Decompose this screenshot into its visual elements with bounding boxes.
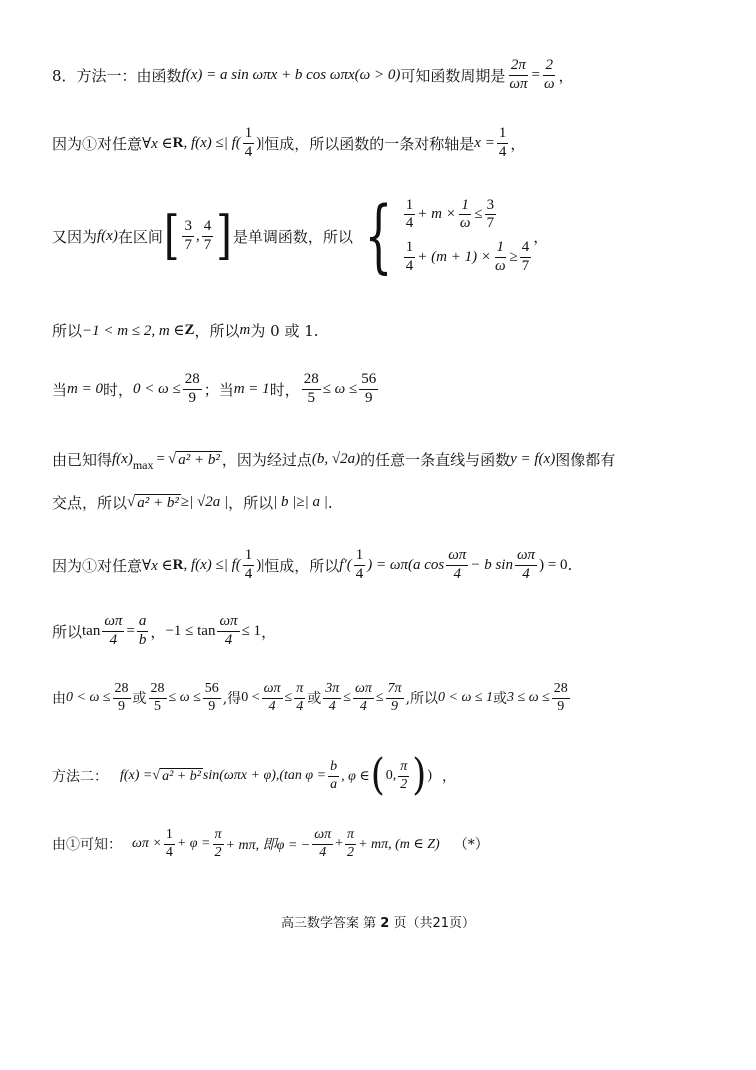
text: ,得 bbox=[222, 691, 242, 708]
fraction: $\frac{56}{9}$ bbox=[204, 681, 219, 714]
fraction: $\frac{1}{4}$ bbox=[405, 239, 414, 274]
math: sin(ωπx + φ),(tan φ = bbox=[202, 768, 327, 783]
fraction: $\frac{1}{4}$ bbox=[244, 125, 253, 160]
fraction: $\frac{1}{4}$ bbox=[165, 827, 173, 860]
math: tan bbox=[82, 622, 101, 639]
math: 0 < ω ≤ bbox=[133, 380, 181, 397]
line-12 bbox=[52, 828, 489, 860]
text: 因为①对任意 bbox=[52, 556, 143, 575]
math: + mπ, 即φ = − bbox=[225, 838, 311, 854]
line-4 bbox=[52, 320, 319, 341]
sqrt-radicand: a² + b² bbox=[162, 768, 201, 784]
math: + φ = bbox=[176, 836, 211, 852]
fraction: $\frac{2\pi}{\omega\pi}$ bbox=[509, 57, 528, 92]
math-set-R: R bbox=[172, 134, 184, 151]
math: (b, √2a) bbox=[311, 451, 361, 467]
fraction: $\frac{1}{\omega}$ bbox=[459, 196, 471, 232]
text: ,所以 bbox=[405, 691, 439, 708]
text: ， bbox=[261, 622, 277, 641]
right-paren: ) bbox=[412, 750, 427, 800]
text: ， bbox=[510, 134, 526, 153]
math: ≤ bbox=[343, 690, 351, 706]
text: 或 bbox=[307, 691, 322, 708]
fraction: $\frac{1}{4}$ bbox=[498, 125, 507, 160]
system-row-1: $\frac{1}{4}$ + m × $\frac{1}{\omega}$ ≤ $\frac{3}{7}$ bbox=[405, 196, 495, 232]
math: ) = ωπ(a cos bbox=[367, 556, 445, 573]
fraction: $\frac{3}{7}$ bbox=[486, 196, 495, 232]
math: −1 < m ≤ 2, m ∈ bbox=[82, 323, 185, 339]
math: ) bbox=[427, 768, 433, 783]
math: 0 < ω ≤ bbox=[66, 690, 111, 706]
math: 0 < bbox=[241, 690, 260, 706]
math: )| bbox=[256, 556, 265, 573]
line-2 bbox=[52, 126, 525, 161]
line-1 bbox=[52, 58, 574, 93]
text: 的任意一条直线与函数 bbox=[360, 451, 511, 469]
math: ≤ ω ≤ bbox=[322, 380, 358, 397]
fraction: $\frac{56}{9}$ bbox=[361, 371, 377, 406]
math: 0 < ω ≤ 1 bbox=[438, 690, 494, 706]
footer-prefix: 高三数学答案 第 bbox=[280, 916, 377, 931]
text: 当 bbox=[52, 380, 68, 399]
text: ， bbox=[442, 769, 457, 785]
fraction: $\frac{\omega\pi}{4}$ bbox=[314, 827, 332, 860]
math-set-R: R bbox=[172, 556, 184, 573]
text: ，所以 bbox=[228, 494, 274, 512]
fraction: $\frac{1}{4}$ bbox=[405, 196, 414, 232]
fraction: $\frac{28}{5}$ bbox=[150, 681, 165, 714]
math: ≤ bbox=[375, 690, 384, 706]
math: + mπ, (m ∈ Z) bbox=[358, 836, 440, 852]
line-3 bbox=[52, 189, 549, 282]
text: （*） bbox=[453, 837, 489, 854]
math: = bbox=[531, 66, 540, 83]
line-8 bbox=[52, 548, 572, 583]
math: ∀x ∈ bbox=[142, 557, 173, 574]
math: 0, bbox=[385, 768, 397, 783]
text: 在区间 bbox=[117, 227, 163, 246]
text: 所以 bbox=[52, 622, 83, 641]
left-bracket: [ bbox=[163, 206, 180, 266]
math: ≥| √2a | bbox=[180, 494, 229, 510]
text: 或 bbox=[132, 691, 147, 708]
fraction: $\frac{\omega\pi}{4}$ bbox=[354, 681, 372, 714]
fraction: $\frac{3}{7}$ bbox=[184, 217, 192, 253]
math: , f(x) ≤| f( bbox=[183, 556, 241, 573]
text: 因为①对任意 bbox=[52, 134, 143, 153]
inequality-system bbox=[353, 189, 533, 282]
sqrt-sign: √ bbox=[127, 494, 136, 510]
text: 恒成，所以 bbox=[264, 556, 340, 575]
left-brace: { bbox=[364, 189, 393, 282]
fraction: $\frac{\omega\pi}{4}$ bbox=[516, 547, 536, 582]
math: , f(x) ≤| f( bbox=[183, 134, 241, 151]
text: ， bbox=[533, 227, 549, 246]
text: 由已知得 bbox=[52, 451, 113, 469]
math: − b sin bbox=[470, 556, 513, 573]
fraction: $\frac{\omega\pi}{4}$ bbox=[448, 547, 467, 582]
fraction: $\frac{1}{4}$ bbox=[244, 547, 253, 582]
text: 是单调函数，所以 bbox=[232, 227, 353, 246]
fraction: $\frac{4}{7}$ bbox=[203, 217, 212, 253]
fraction: $\frac{28}{9}$ bbox=[114, 681, 129, 714]
text: . bbox=[327, 493, 333, 512]
math: ) = 0 bbox=[539, 556, 568, 573]
text: 或 bbox=[493, 691, 508, 708]
line-5 bbox=[52, 372, 380, 407]
sqrt-sign: √ bbox=[167, 451, 177, 467]
sqrt-radicand: a² + b² bbox=[178, 451, 220, 468]
math: = bbox=[126, 622, 135, 639]
fraction: $\frac{1}{\omega}$ bbox=[494, 239, 506, 274]
fraction: $\frac{\omega\pi}{4}$ bbox=[263, 681, 281, 714]
math: = bbox=[156, 451, 165, 467]
line-9 bbox=[52, 614, 276, 649]
text: 所以 bbox=[52, 322, 83, 340]
fraction: $\frac{b}{a}$ bbox=[330, 758, 338, 792]
math: x = bbox=[474, 134, 495, 151]
page-footer bbox=[0, 912, 756, 931]
math: , bbox=[195, 227, 200, 244]
text: 时， bbox=[102, 380, 133, 399]
right-bracket: ] bbox=[216, 206, 232, 266]
math: f(x) = bbox=[120, 768, 153, 783]
math: f′( bbox=[339, 556, 352, 573]
math: f(x) = a sin ωπx + b cos ωπx(ω > 0) bbox=[181, 66, 401, 83]
fraction: $\frac{a}{b}$ bbox=[138, 613, 147, 648]
fraction: $\frac{28}{9}$ bbox=[553, 681, 568, 714]
text: 交点，所以 bbox=[52, 494, 128, 512]
line-11 bbox=[52, 750, 457, 800]
text: 时， bbox=[269, 380, 300, 399]
math: )| bbox=[256, 134, 265, 151]
fraction: $\frac{\pi}{2}$ bbox=[347, 827, 355, 860]
system-row-2: $\frac{1}{4}$ + (m + 1) × $\frac{1}{\omega}$ ≥ $\frac{4}{7}$ bbox=[405, 239, 530, 274]
fraction: $\frac{28}{9}$ bbox=[184, 371, 200, 406]
fraction: $\frac{4}{7}$ bbox=[521, 239, 530, 274]
math: m = 0 bbox=[67, 380, 103, 397]
math: ≤ bbox=[284, 690, 293, 706]
sqrt-sign: √ bbox=[152, 768, 161, 783]
text: 可知函数周期是 bbox=[400, 66, 506, 85]
text: ， bbox=[558, 66, 574, 85]
math: m bbox=[239, 322, 251, 338]
math: | b |≥| a | bbox=[273, 494, 328, 510]
text: 由 bbox=[52, 691, 66, 708]
math: 3 ≤ ω ≤ bbox=[507, 690, 550, 706]
fraction: $\frac{7\pi}{9}$ bbox=[387, 681, 402, 714]
math: ∀x ∈ bbox=[142, 135, 173, 152]
math: m = 1 bbox=[233, 380, 270, 397]
math: ≤ ω ≤ bbox=[168, 690, 201, 706]
fraction: $\frac{28}{5}$ bbox=[303, 371, 319, 406]
text: 又因为 bbox=[52, 227, 98, 246]
math: −1 ≤ tan bbox=[165, 622, 216, 639]
text: 8．方法一：由函数 bbox=[52, 66, 182, 85]
line-10 bbox=[52, 682, 572, 714]
left-paren: ( bbox=[370, 750, 385, 800]
math-set-Z: Z bbox=[184, 322, 195, 338]
text: 方法二： bbox=[52, 769, 108, 785]
footer-page-number: 2 bbox=[380, 916, 390, 931]
fraction: $\frac{1}{4}$ bbox=[355, 547, 364, 582]
math: ≤ 1 bbox=[241, 622, 262, 639]
text: 为 0 或 1. bbox=[250, 322, 319, 340]
subscript-max: max bbox=[132, 458, 154, 472]
text: ， bbox=[150, 622, 166, 641]
sqrt-radicand: a² + b² bbox=[137, 494, 179, 511]
math: + bbox=[335, 836, 344, 852]
line-6 bbox=[52, 449, 615, 470]
text: . bbox=[567, 556, 573, 575]
math: , φ ∈ bbox=[341, 768, 370, 784]
text: ，因为经过点 bbox=[221, 451, 312, 469]
text: ；当 bbox=[203, 380, 234, 399]
line-7 bbox=[52, 492, 333, 513]
math: f(x) bbox=[112, 451, 133, 467]
fraction: $\frac{\pi}{4}$ bbox=[296, 681, 304, 714]
fraction: $\frac{\omega\pi}{4}$ bbox=[104, 613, 123, 648]
text: 图像都有 bbox=[555, 451, 616, 469]
text: 恒成，所以函数的一条对称轴是 bbox=[264, 134, 475, 153]
text: ，所以 bbox=[194, 322, 240, 340]
math: ωπ × bbox=[132, 836, 162, 852]
footer-suffix: 页（共21页） bbox=[393, 916, 475, 931]
fraction: $\frac{3\pi}{4}$ bbox=[325, 681, 340, 714]
math: f(x) bbox=[97, 227, 118, 244]
fraction: $\frac{\pi}{2}$ bbox=[400, 758, 408, 792]
fraction: $\frac{2}{\omega}$ bbox=[543, 57, 555, 92]
fraction: $\frac{\omega\pi}{4}$ bbox=[219, 613, 238, 648]
fraction: $\frac{\pi}{2}$ bbox=[214, 827, 222, 860]
text: 由①可知： bbox=[52, 837, 122, 854]
math: y = f(x) bbox=[510, 451, 556, 467]
